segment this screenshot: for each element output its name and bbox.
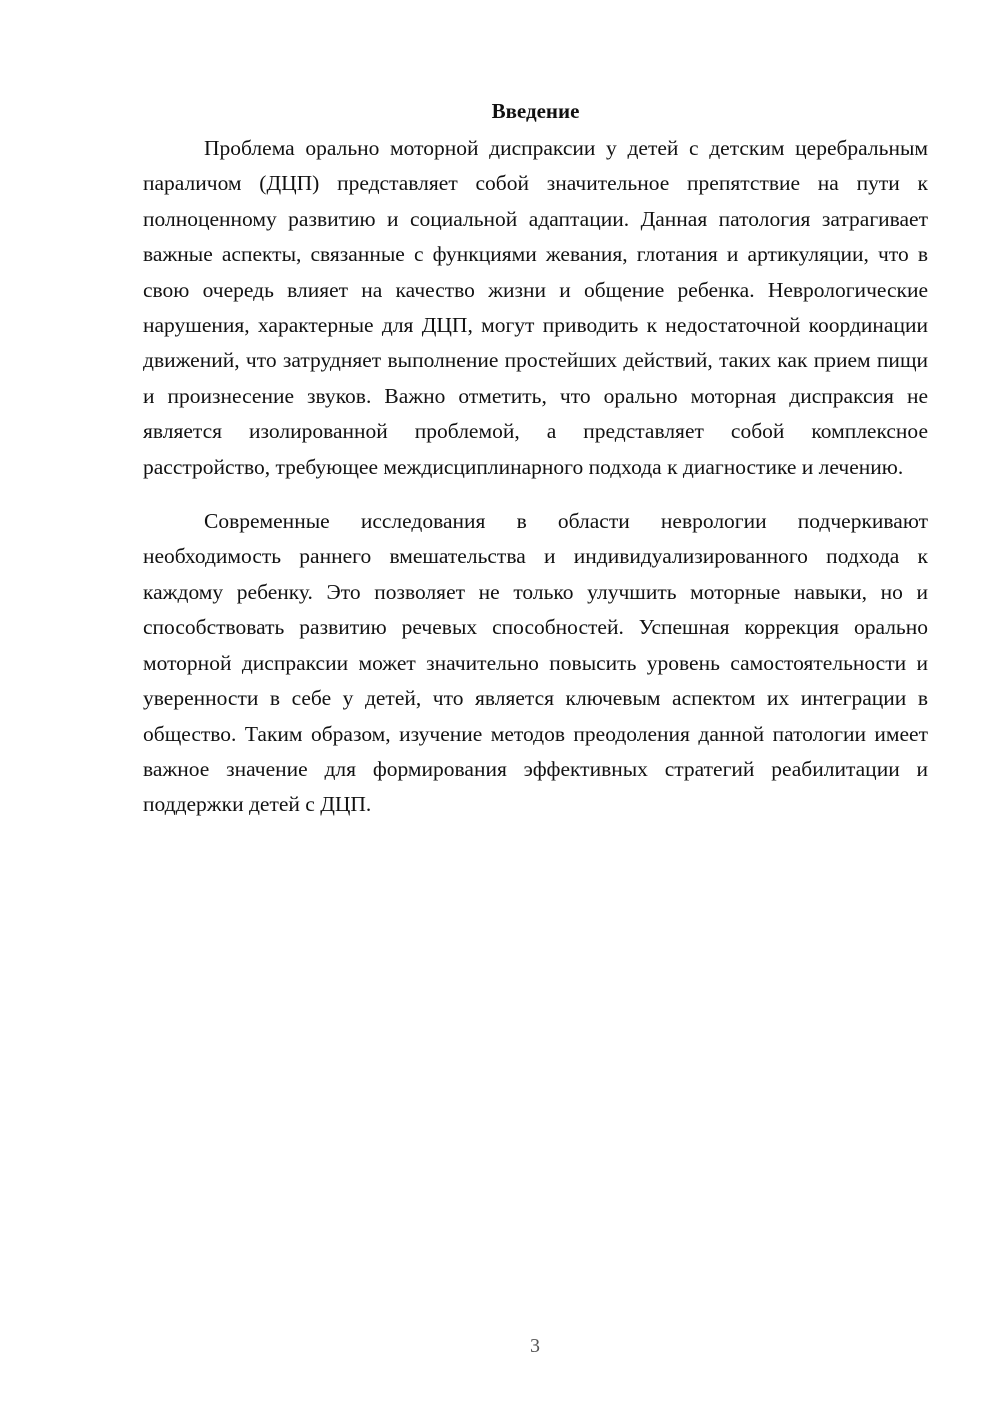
paragraph-1: Проблема орально моторной диспраксии у детей с детским церебральным параличом (ДЦП) представляет собой значительное препятствие на пути к полноценному развитию и социальной адаптации. Данная патология затрагивает важные аспекты, связанные с функциями жевания, глотания и артикуляции, что в свою очередь влияет на качество жизни и общение ребенка. Неврологические нарушения, характерные для ДЦП, могут приводить к недостаточной координации движений, что затрудняет выполнение простейших действий, таких как прием пищи и произнесение звуков. Важно отметить, что орально моторная диспраксия не является изолированной проблемой, а представляет собой комплексное расстройство, требующее междисциплинарного подхода к диагностике и лечению. [143, 136, 928, 479]
page-number: 3 [530, 1335, 540, 1357]
paragraph-2: Современные исследования в области неврологии подчеркивают необходимость раннего вмешательства и индивидуализированного подхода к каждому ребенку. Это позволяет не только улучшить моторные навыки, но и способствовать развитию речевых способностей. Успешная коррекция орально моторной диспраксии может значительно повысить уровень самостоятельности и уверенности в себе у детей, что является ключевым аспектом их интеграции в общество. Таким образом, изучение методов преодоления данной патологии имеет важное значение для формирования эффективных стратегий реабилитации и поддержки детей с ДЦП. [143, 509, 928, 817]
section-title: Введение [491, 99, 580, 123]
page-content [143, 96, 928, 823]
